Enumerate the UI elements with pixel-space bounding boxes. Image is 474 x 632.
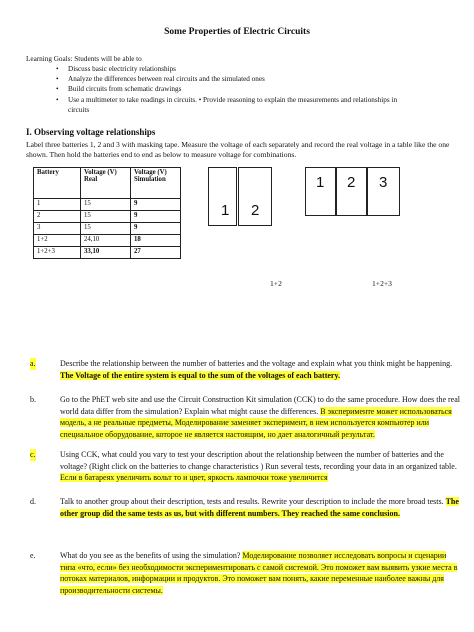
goal-item: • Discuss basic electricity relationships — [56, 64, 416, 74]
learning-goals-list — [56, 64, 416, 115]
question-d — [30, 496, 460, 519]
battery-box — [238, 167, 272, 226]
battery-label: 2 — [347, 174, 356, 191]
battery-label: 3 — [379, 174, 388, 191]
battery-box — [336, 167, 367, 216]
table-row — [34, 247, 181, 259]
table-cell: 9 — [131, 199, 181, 211]
question-text: Describe the relationship between the number of batteries and the voltage and explain what you think might be happening. — [60, 359, 453, 368]
section-heading: I. Observing voltage relationships — [26, 127, 156, 137]
battery-box — [367, 167, 400, 216]
goal-item: • Build circuits from schematic drawings — [56, 84, 416, 94]
question-body — [60, 358, 460, 381]
goal-item: • Analyze the differences between real circuits and the simulated ones — [56, 74, 416, 84]
page-title: Some Properties of Electric Circuits — [164, 27, 310, 37]
table-cell: 24,10 — [81, 235, 131, 247]
table-cell: 1+2+3 — [34, 247, 81, 259]
question-text: Go to the PhET web site and use the Circuit Construction Kit simulation (CCK) to do the same procedure. How does the real world data differ from the simulation? Explain what might cause the differences. — [60, 395, 460, 416]
table-row — [34, 235, 181, 247]
goal-item: • Use a multimeter to take readings in circuits. • Provide reasoning to explain the measurements and relationships in circuits — [56, 95, 416, 115]
answer-text: The other group did the same tests as us, but with different numbers. They reached the same conclusion. — [60, 497, 459, 518]
table-cell: 9 — [131, 223, 181, 235]
table-cell: 15 — [81, 199, 131, 211]
answer-text: The Voltage of the entire system is equal to the sum of the voltages of each battery. — [60, 370, 341, 380]
table-row — [34, 199, 181, 211]
answer-text: Моделирование позволяет исследовать вопросы и сценарии типа «что, если» без необходимости экспериментировать с самой системой. Это поможет вам выявить узкие места в потоках материалов, информации и продуктов. Это поможет вам понять, какие переменные наиболее важны для производительности системы. — [60, 551, 458, 595]
table-cell: 18 — [131, 235, 181, 247]
table-cell: 15 — [81, 211, 131, 223]
question-text: What do you see as the benefits of using the simulation? — [60, 551, 241, 560]
section-intro: Label three batteries 1, 2 and 3 with masking tape. Measure the voltage of each separately and record the real voltage in a table like the one shown. Then hold the batteries end to end as below to measure voltage for combinations. — [26, 140, 450, 159]
table-cell: 3 — [34, 223, 81, 235]
question-body — [60, 550, 460, 596]
table-cell: 9 — [131, 211, 181, 223]
battery-label: 1 — [221, 202, 230, 219]
table-cell: 15 — [81, 223, 131, 235]
table-row — [34, 223, 181, 235]
question-label: b. — [30, 395, 36, 404]
question-body — [60, 449, 460, 484]
question-body — [60, 394, 460, 440]
table-cell: 1 — [34, 199, 81, 211]
voltage-table — [33, 167, 181, 259]
combo-caption-pair: 1+2 — [270, 279, 282, 288]
answer-text: Если в батареях увеличить вольт то и цвет, яркость лампочки тоже увеличится — [60, 473, 328, 483]
question-label: c. — [30, 450, 36, 459]
question-label: d. — [30, 497, 36, 506]
question-body — [60, 496, 460, 519]
battery-label: 2 — [251, 202, 260, 219]
table-header-row — [34, 168, 181, 199]
question-text: Talk to another group about their description, tests and results. Rewrite your description to include the more broad tests. — [60, 497, 444, 506]
battery-box — [208, 167, 237, 226]
table-cell: 1+2 — [34, 235, 81, 247]
question-b — [30, 394, 460, 440]
col-header-real: Voltage (V) Real — [81, 168, 131, 199]
table-row — [34, 211, 181, 223]
col-header-battery: Battery — [34, 168, 81, 199]
battery-label: 1 — [316, 174, 325, 191]
table-cell: 2 — [34, 211, 81, 223]
question-text: Using CCK, what could you vary to test your description about the relationship between the number of batteries and the voltage? (Right click on the batteries to change characteristics ) Run several tests, recording your data in an organized table. — [60, 450, 457, 471]
question-label: a. — [30, 359, 36, 368]
battery-box — [305, 167, 336, 216]
learning-goals-heading: Learning Goals: Students will be able to — [26, 55, 142, 63]
combo-caption-triple: 1+2+3 — [372, 279, 392, 288]
table-cell: 27 — [131, 247, 181, 259]
answer-text: В эксперименте может использоваться модель, а не реальные предметы, Моделирование заменяет эксперимент, в нем используется компьютер или специальное оборудование, которое не является настоящим, но дает аналогичный результат. — [60, 406, 452, 439]
question-c — [30, 449, 460, 484]
question-a — [30, 358, 460, 381]
table-cell: 33,10 — [81, 247, 131, 259]
col-header-simulation: Voltage (V) Simulation — [131, 168, 181, 199]
question-label: e. — [30, 551, 36, 560]
question-e — [30, 550, 460, 596]
